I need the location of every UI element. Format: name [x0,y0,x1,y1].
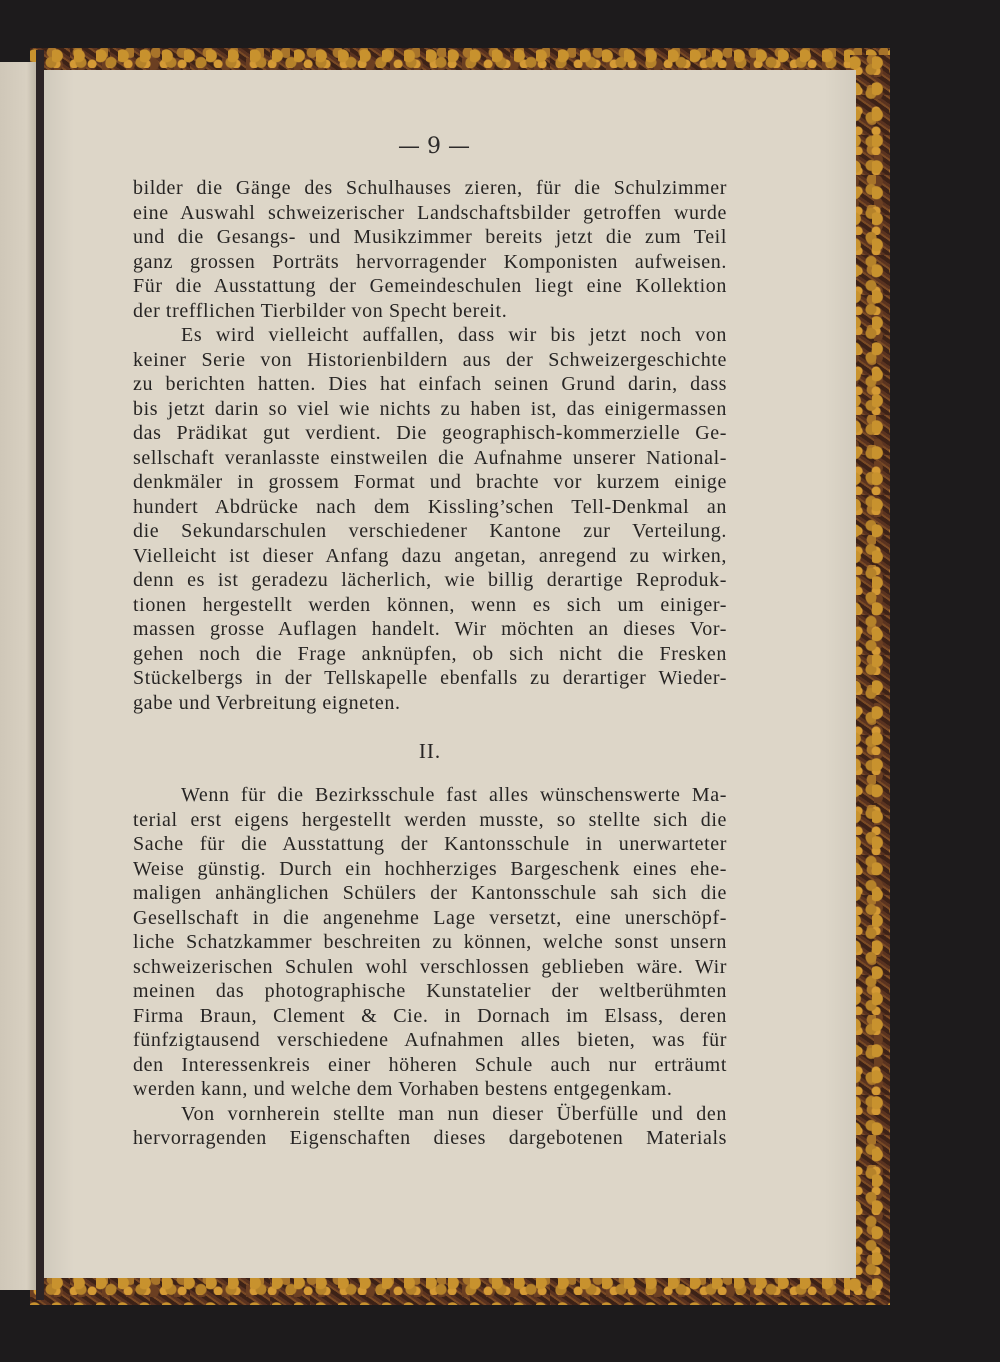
text-line: bilder die Gänge des Schulhauses zieren, für die Schulzimmer [133,177,727,199]
paragraph-4 [133,1102,727,1151]
page-text [133,176,727,1151]
section-heading: II. [418,739,442,763]
text-line: Es wird vielleicht auffallen, dass wir bis jetzt noch von [181,324,727,346]
text-line: denkmäler in grossem Format und brachte vor kurzem einige [133,471,727,493]
text-line: Für die Ausstattung der Gemeindeschulen liegt eine Kollektion [133,275,727,297]
text-line: hundert Abdrücke nach dem Kissling’schen Tell-Denkmal an [133,495,727,518]
text-line: eine Auswahl schweizerischer Landschaftsbilder getroffen wurde [133,201,727,224]
text-line: Firma Braun, Clement & Cie. in Dornach im Elsass, deren [133,1004,727,1027]
text-line: sellschaft veranlasste einstweilen die Aufnahme unserer National- [133,446,727,469]
text-line: schweizerischen Schulen wohl verschlossen geblieben wäre. Wir [133,955,727,978]
text-line: keiner Serie von Historienbildern aus der Schweizergeschichte [133,348,727,371]
paragraph-2 [133,323,727,715]
text-line: terial erst eigens hergestellt werden musste, so stellte sich die [133,808,727,831]
text-line: und die Gesangs- und Musikzimmer bereits jetzt die zum Teil [133,226,727,248]
left-page-edge [0,62,38,1290]
book-page [44,70,856,1278]
text-line: ganz grossen Porträts hervorragender Komponisten aufweisen. [133,250,727,273]
marbled-cover-right [850,55,890,1300]
text-line: Wenn für die Bezirksschule fast alles wünschenswerte Ma- [181,784,727,806]
text-line: hervorragenden Eigenschaften dieses dargebotenen Materials [133,1127,727,1149]
text-line: bis jetzt darin so viel wie nichts zu haben ist, das einigermassen [133,397,727,420]
paragraph-1 [133,176,727,323]
text-line: gehen noch die Frage anknüpfen, ob sich nicht die Fresken [133,642,727,665]
text-line: liche Schatzkammer beschreiten zu können, welche sonst unsern [133,931,727,953]
text-line: werden kann, und welche dem Vorhaben bestens entgegenkam. [133,1078,673,1100]
text-line: Gesellschaft in die angenehme Lage versetzt, eine unerschöpf- [133,906,727,929]
text-line: tionen hergestellt werden können, wenn es sich um einiger- [133,593,727,616]
text-line: maligen anhänglichen Schülers der Kantonsschule sah sich die [133,882,727,904]
text-line: gabe und Verbreitung eigneten. [133,691,401,714]
page-number: — 9 — [398,134,470,159]
text-line: die Sekundarschulen verschiedener Kantone zur Verteilung. [133,520,727,542]
text-line: Vielleicht ist dieser Anfang dazu angetan, anregend zu wirken, [133,544,727,567]
text-line: Von vornherein stellte man nun dieser Überfülle und den [181,1102,727,1125]
text-line: massen grosse Auflagen handelt. Wir möchten an dieses Vor- [133,618,727,640]
marbled-cover-bottom [30,1275,890,1305]
text-line: zu berichten hatten. Dies hat einfach seinen Grund darin, dass [133,373,727,395]
text-line: den Interessenkreis einer höheren Schule auch nur erträumt [133,1053,727,1076]
text-line: Weise günstig. Durch ein hochherziges Bargeschenk eines ehe- [133,857,727,880]
text-line: denn es ist geradezu lächerlich, wie billig derartige Reproduk- [133,569,727,591]
text-line: meinen das photographische Kunstatelier der weltberühmten [133,980,727,1002]
text-line: der trefflichen Tierbilder von Specht bereit. [133,299,508,322]
text-line: das Prädikat gut verdient. Die geographisch-kommerzielle Ge- [133,422,727,444]
text-line: fünfzigtausend verschiedene Aufnahmen alles bieten, was für [133,1029,727,1051]
paragraph-3 [133,783,727,1102]
text-line: Sache für die Ausstattung der Kantonsschule in unerwarteter [133,833,727,855]
book-spine [36,50,44,1300]
text-line: Stückelbergs in der Tellskapelle ebenfalls zu derartiger Wieder- [133,667,727,689]
